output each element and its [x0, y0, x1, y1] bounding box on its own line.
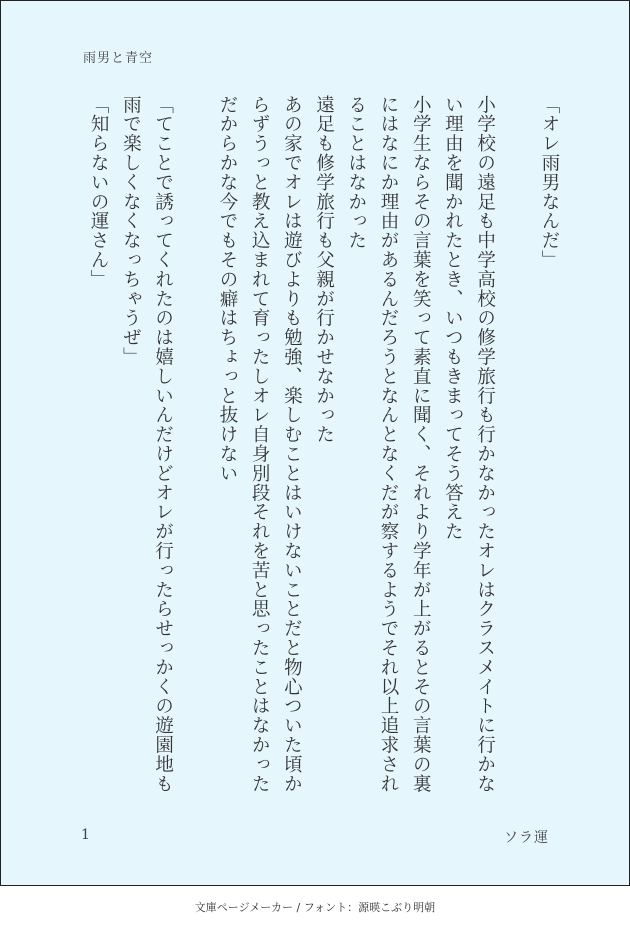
author-name: ソラ運	[504, 830, 549, 846]
text-line: だからかな今でもその癖はちょっと抜けない	[216, 95, 238, 483]
text-line: 遠足も修学旅行も父親が行かせなかった	[313, 95, 335, 445]
text-line: 「オレ雨男なんだ」	[539, 95, 560, 270]
text-line: い理由を聞かれたとき、いつもきまってそう答えた	[442, 95, 464, 542]
footer-credit: 文庫ページメーカー / フォント：源暎こぶり明朝	[194, 901, 436, 914]
text-line: あの家でオレは遊びよりも勉強、楽しむことはいけないことだと物心ついた頃か	[281, 95, 303, 794]
text-line: 小学生ならその言葉を笑って素直に聞く、それより学年が上がるとその言葉の裏	[410, 95, 432, 794]
text-line: 小学校の遠足も中学高校の修学旅行も行かなかったオレはクラスメイトに行かな	[474, 95, 496, 794]
text-line: 雨で楽しくなくなっちゃうぜ」	[120, 95, 142, 367]
text-line: にはなにか理由があるんだろうとなんとなくだが察するようでそれ以上追求され	[377, 95, 399, 794]
page-number: 1	[81, 827, 90, 843]
text-line: らずうっと教え込まれて育ったしオレ自身別段それを苦と思ったことはなかった	[249, 95, 271, 794]
blank-line	[179, 95, 211, 795]
vertical-body-text	[82, 95, 565, 795]
text-line: 「てことで誘ってくれたのは嬉しいんだけどオレが行ったらせっかくの遊園地も	[152, 95, 174, 794]
blank-line	[501, 95, 533, 795]
text-line: ることはなかった	[345, 95, 367, 251]
text-line: 「知らないの運さん」	[88, 95, 110, 289]
page-title: 雨男と青空	[83, 51, 154, 66]
